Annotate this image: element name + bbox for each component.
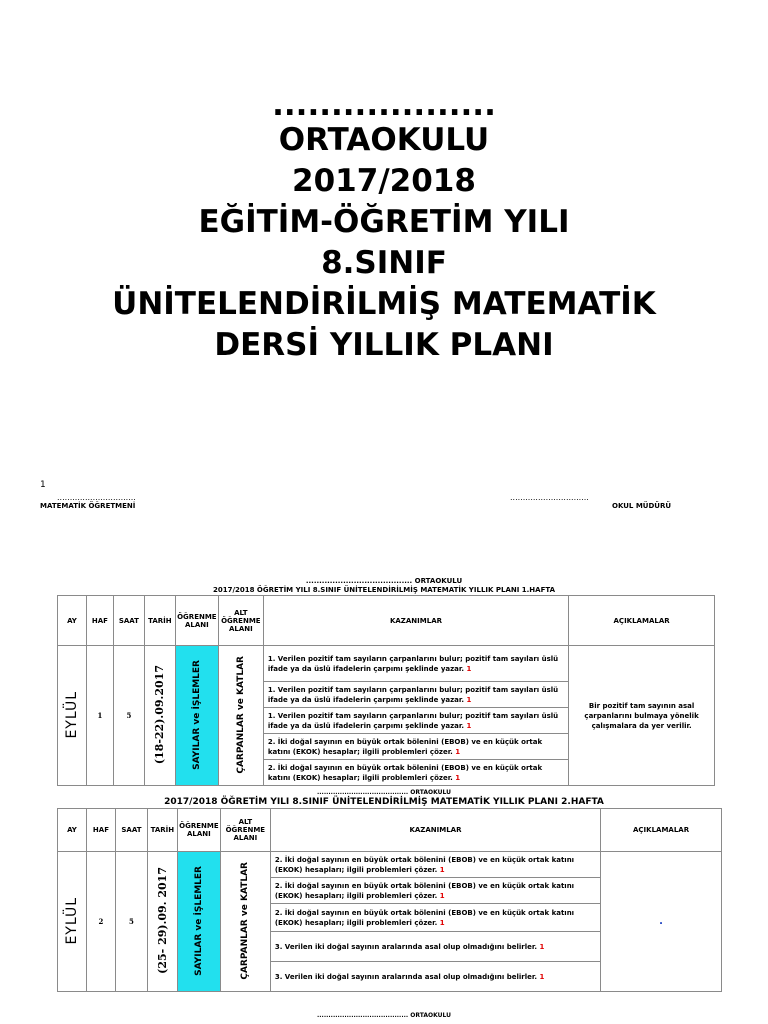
header-kazanimlar: KAZANIMLAR bbox=[270, 809, 600, 852]
learning-area-cell: SAYILAR ve İŞLEMLER bbox=[191, 659, 202, 770]
hours-cell: 5 bbox=[113, 646, 144, 786]
sub-learning-area-cell: ÇARPANLAR ve KATLAR bbox=[240, 861, 251, 980]
header-alt-ogrenme-alani: ALT ÖĞRENME ALANI bbox=[218, 596, 263, 646]
header-tarih: TARİH bbox=[144, 596, 175, 646]
header-ay: AY bbox=[58, 809, 87, 852]
week1-heading: 2017/2018 ÖĞRETİM YILI 8.SINIF ÜNİTELENDİRİLMİŞ MATEMATİK YILLIK PLANI 1.HAFTA bbox=[212, 586, 556, 594]
academic-year: 2017/2018 bbox=[292, 163, 476, 199]
header-ogrenme-alani: ÖĞRENME ALANI bbox=[177, 809, 220, 852]
cover-title bbox=[0, 87, 768, 366]
outcome-mark: 1 bbox=[539, 972, 545, 981]
header-aciklamalar: AÇIKLAMALAR bbox=[569, 596, 715, 646]
header-ogrenme-alani: ÖĞRENME ALANI bbox=[175, 596, 218, 646]
school-dots: ................... bbox=[272, 87, 496, 123]
teacher-label: MATEMATİK ÖĞRETMENİ bbox=[40, 502, 136, 510]
outcome-mark: 1 bbox=[539, 942, 545, 951]
month-cell: EYLÜL bbox=[63, 690, 80, 739]
term-label: EĞİTİM-ÖĞRETİM YILI bbox=[198, 204, 570, 240]
date-cell: (18-22).09.2017 bbox=[153, 664, 167, 765]
week-number-cell: 2 bbox=[86, 852, 115, 992]
header-haf: HAF bbox=[86, 596, 113, 646]
outcome-mark: 1 bbox=[455, 747, 461, 756]
week2-school-line: ........................................ ORTAOKULU bbox=[317, 789, 451, 796]
footer-school-line: ........................................ ORTAOKULU bbox=[317, 1012, 451, 1019]
outcome-cell: 2. İki doğal sayının en büyük ortak bölenini (EBOB) ve en küçük ortak katını (EKOK) hesapları; ilgili problemleri çözer. 1 bbox=[270, 852, 600, 878]
outcome-mark: 1 bbox=[466, 721, 472, 730]
hours-cell: 5 bbox=[115, 852, 147, 992]
week1-header-row bbox=[58, 596, 715, 646]
header-saat: SAAT bbox=[113, 596, 144, 646]
teacher-signature-dots: ............................... bbox=[57, 493, 136, 502]
outcome-mark: 1 bbox=[466, 664, 472, 673]
principal-label: OKUL MÜDÜRÜ bbox=[612, 502, 672, 510]
header-alt-ogrenme-alani: ALT ÖĞRENME ALANI bbox=[220, 809, 270, 852]
header-tarih: TARİH bbox=[147, 809, 177, 852]
principal-signature-dots: ............................... bbox=[510, 493, 589, 502]
week2-heading: 2017/2018 ÖĞRETİM YILI 8.SINIF ÜNİTELENDİRİLMİŞ MATEMATİK YILLIK PLANI 2.HAFTA bbox=[164, 797, 604, 807]
outcome-cell: 3. Verilen iki doğal sayının aralarında asal olup olmadığını belirler. 1 bbox=[270, 962, 600, 992]
outcome-mark: 1 bbox=[439, 891, 445, 900]
school-name: ORTAOKULU bbox=[278, 122, 490, 158]
header-ay: AY bbox=[58, 596, 87, 646]
week2-plan-table bbox=[57, 808, 722, 992]
outcome-cell: 2. İki doğal sayının en büyük ortak bölenini (EBOB) ve en küçük ortak katını (EKOK) hesaplar; ilgili problemleri çözer. 1 bbox=[263, 734, 568, 760]
outcome-mark: 1 bbox=[439, 918, 445, 927]
month-cell: EYLÜL bbox=[63, 896, 80, 945]
outcome-mark: 1 bbox=[466, 695, 472, 704]
outcome-mark: 1 bbox=[439, 865, 445, 874]
sub-learning-area-cell: ÇARPANLAR ve KATLAR bbox=[235, 655, 246, 774]
note-cell: . bbox=[601, 852, 722, 992]
outcome-mark: 1 bbox=[455, 773, 461, 782]
header-kazanimlar: KAZANIMLAR bbox=[263, 596, 568, 646]
note-cell: Bir pozitif tam sayının asal çarpanlarını bulmaya yönelik çalışmalara da yer verilir. bbox=[569, 646, 715, 786]
header-saat: SAAT bbox=[115, 809, 147, 852]
plan-title-line1: ÜNİTELENDİRİLMİŞ MATEMATİK bbox=[112, 286, 656, 322]
week1-plan-table bbox=[57, 595, 715, 786]
outcome-cell: 2. İki doğal sayının en büyük ortak bölenini (EBOB) ve en küçük ortak katını (EKOK) hesaplar; ilgili problemleri çözer. 1 bbox=[263, 760, 568, 786]
outcome-cell: 3. Verilen iki doğal sayının aralarında asal olup olmadığını belirler. 1 bbox=[270, 932, 600, 962]
header-aciklamalar: AÇIKLAMALAR bbox=[601, 809, 722, 852]
header-haf: HAF bbox=[86, 809, 115, 852]
outcome-cell: 1. Verilen pozitif tam sayıların çarpanlarını bulur; pozitif tam sayıları üslü ifade ya da üslü ifadelerin çarpımı şeklinde yazar. 1 bbox=[263, 682, 568, 708]
page-number: 1 bbox=[40, 480, 46, 490]
plan-title-line2: DERSİ YILLIK PLANI bbox=[214, 327, 554, 363]
week2-header-row bbox=[58, 809, 722, 852]
outcome-cell: 1. Verilen pozitif tam sayıların çarpanlarını bulur; pozitif tam sayıları üslü ifade ya da üslü ifadelerin çarpımı şeklinde yazar. 1 bbox=[263, 708, 568, 734]
week-number-cell: 1 bbox=[86, 646, 113, 786]
outcome-cell: 1. Verilen pozitif tam sayıların çarpanlarını bulur; pozitif tam sayıları üslü ifade ya da üslü ifadelerin çarpımı şeklinde yazar. 1 bbox=[263, 646, 568, 682]
learning-area-cell: SAYILAR ve İŞLEMLER bbox=[193, 865, 204, 976]
table-row bbox=[58, 852, 722, 878]
table-row bbox=[58, 646, 715, 682]
grade-label: 8.SINIF bbox=[321, 245, 447, 281]
week1-school-line: ........................................ ORTAOKULU bbox=[305, 577, 463, 585]
date-cell: (25- 29).09. 2017 bbox=[155, 867, 169, 974]
outcome-cell: 2. İki doğal sayının en büyük ortak bölenini (EBOB) ve en küçük ortak katını (EKOK) hesapları; ilgili problemleri çözer. 1 bbox=[270, 878, 600, 904]
outcome-cell: 2. İki doğal sayının en büyük ortak bölenini (EBOB) ve en küçük ortak katını (EKOK) hesapları; ilgili problemleri çözer. 1 bbox=[270, 904, 600, 932]
